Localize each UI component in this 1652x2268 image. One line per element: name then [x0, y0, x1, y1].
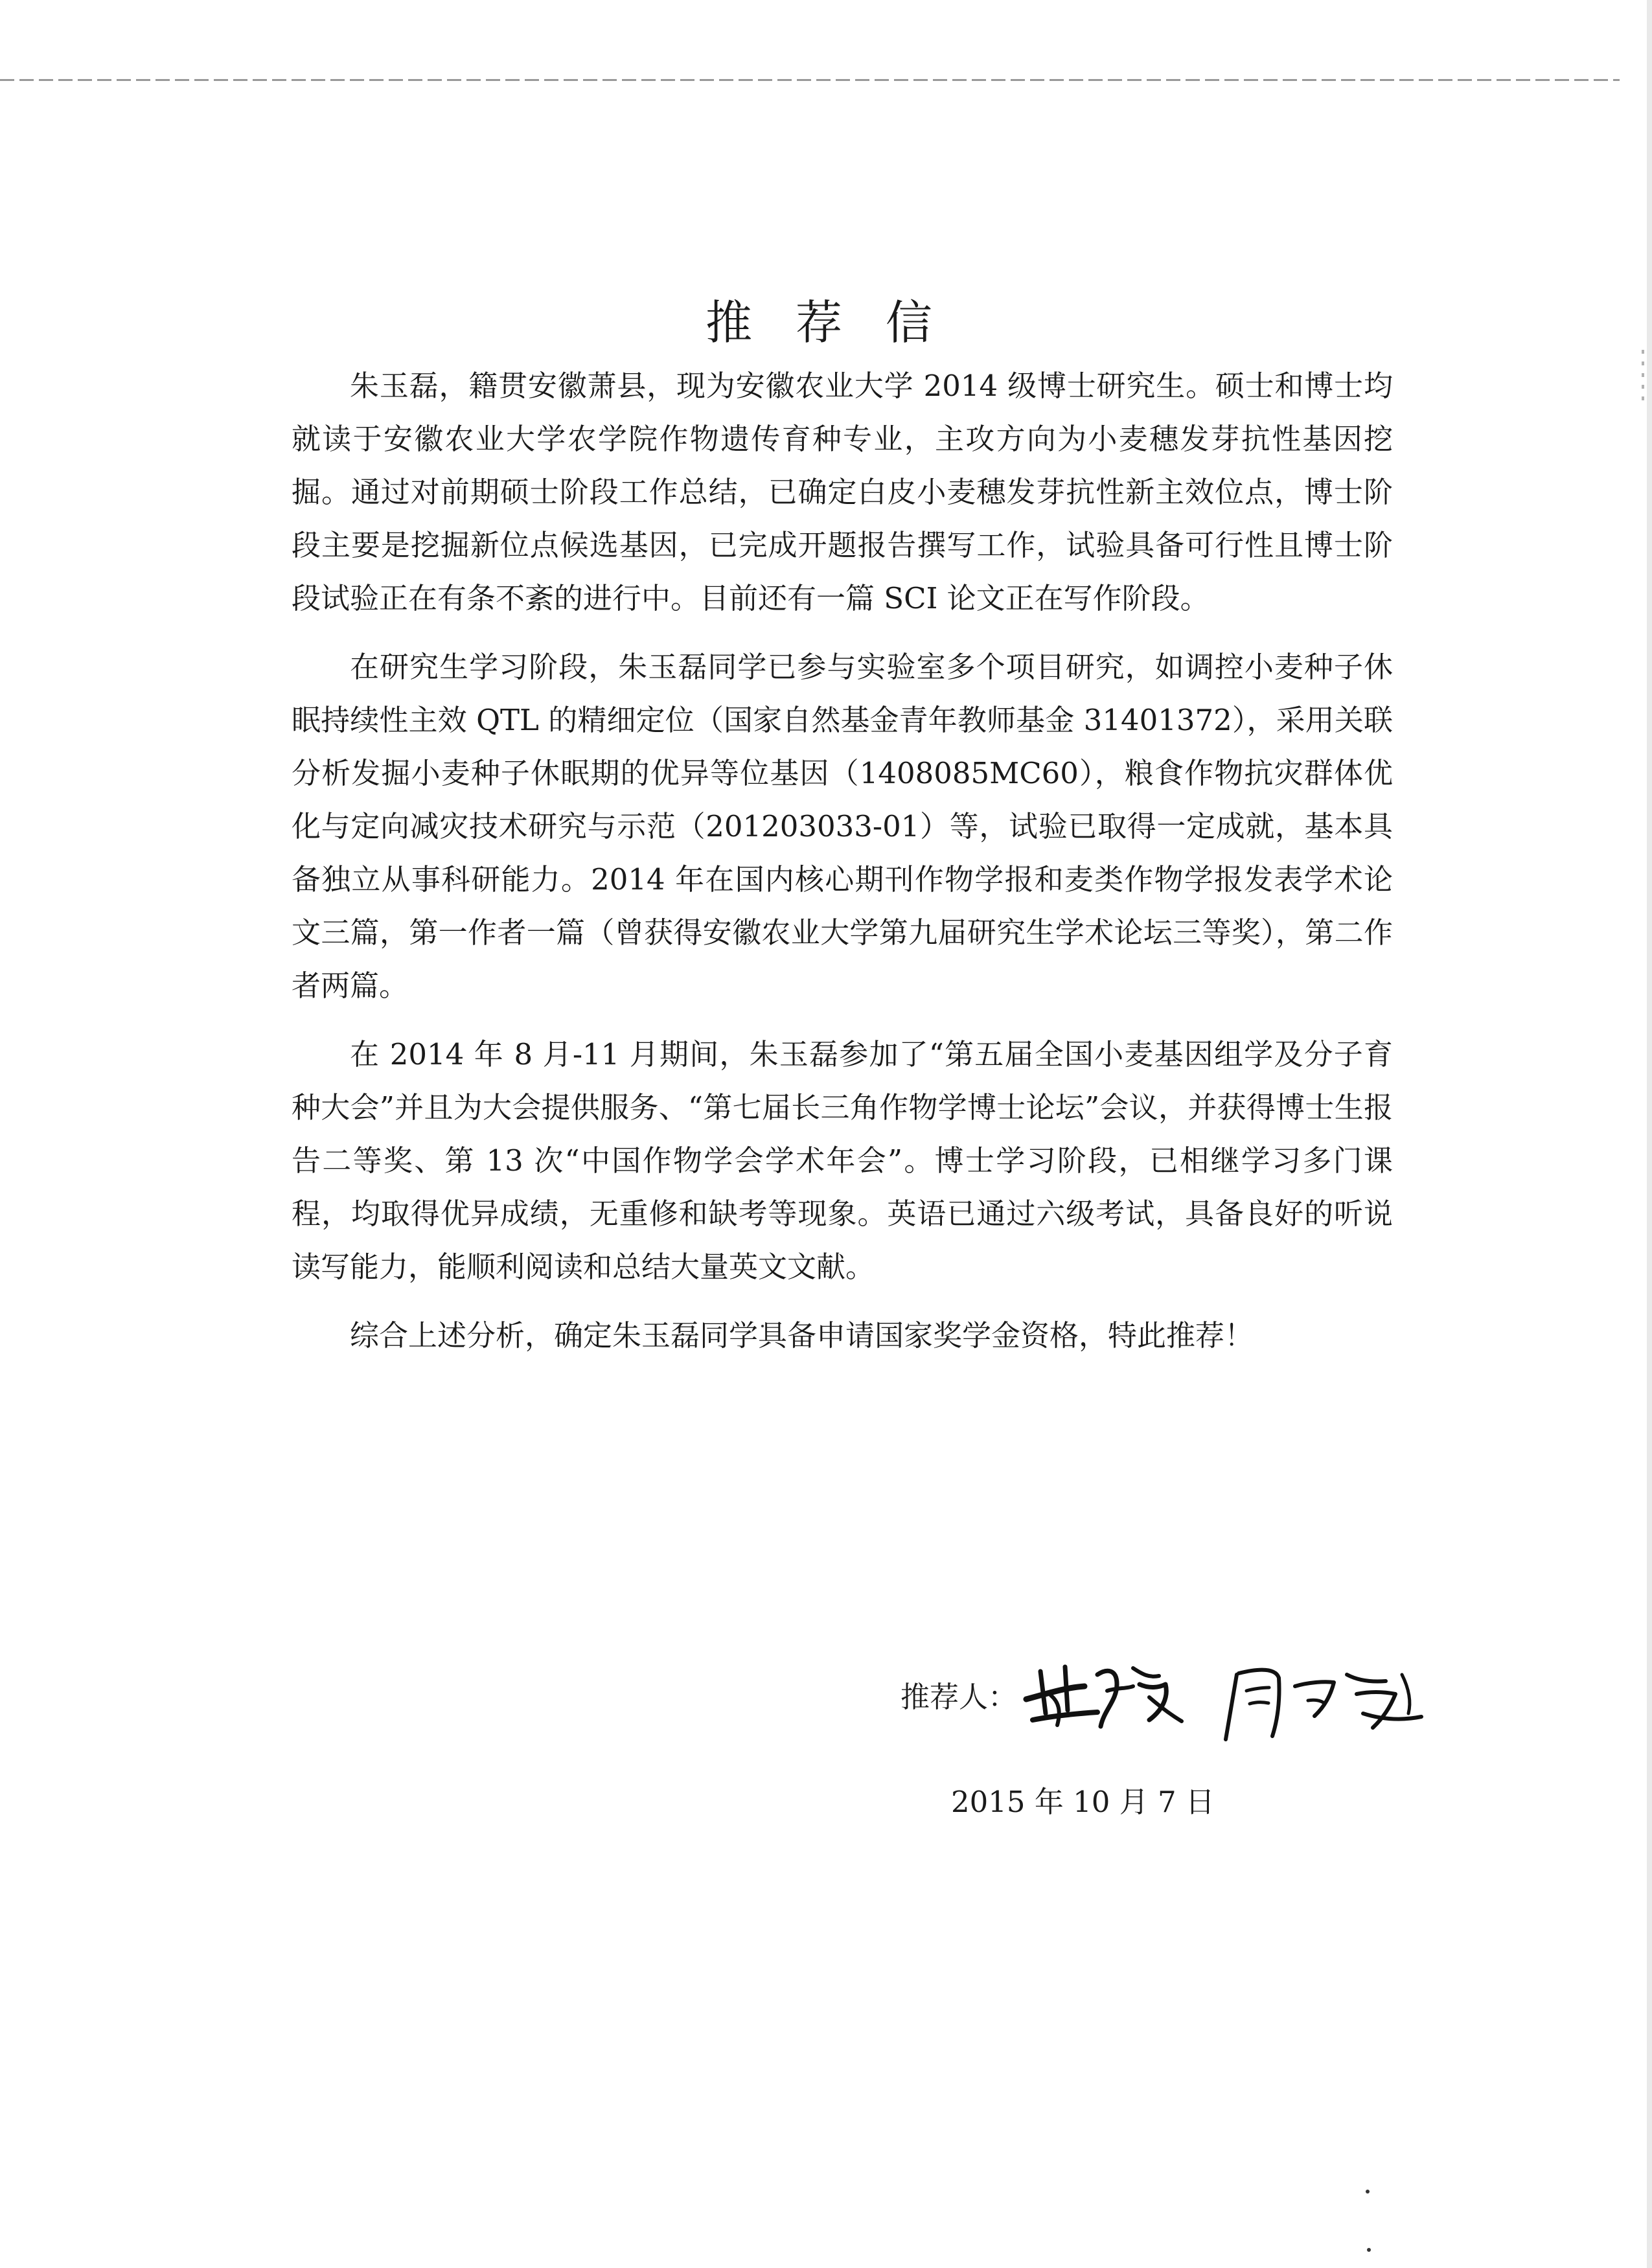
scan-border-line: [0, 79, 1620, 81]
paragraph-conclusion: 综合上述分析，确定朱玉磊同学具备申请国家奖学金资格，特此推荐！: [350, 1318, 1254, 1353]
paragraph-research: 在研究生学习阶段，朱玉磊同学已参与实验室多个项目研究，如调控小麦种子休眠持续性主效 QTL 的精细定位（国家自然基金青年教师基金 31401372），采用关联分析发掘小麦种子休眠期的优异等位基因（1408085MC60），粮食作物抗灾群体优化与定向减灾技术研究与示范（201203033-01）等，试验已取得一定成就，基本具备独立从事科研能力。2014 年在国内核心期刊作物学报和麦类作物学报发表学术论文三篇，第一作者一篇（曾获得安徽农业大学第九届研究生学术论坛三等奖），第二作者两篇。: [292, 650, 1393, 1003]
paragraph-conferences: 在 2014 年 8 月-11 月期间，朱玉磊参加了“第五届全国小麦基因组学及分子育种大会”并且为大会提供服务、“第七届长三角作物学博士论坛”会议，并获得博士生报告二等奖、第 13 次“中国作物学会学术年会”。博士学习阶段，已相继学习多门课程，均取得优异成绩，无重修和缺考等现象。英语已通过六级考试，具备良好的听说读写能力，能顺利阅读和总结大量英文文献。: [292, 1037, 1393, 1284]
signature-block: [901, 1649, 1447, 1746]
recommender-label: 推荐人：: [901, 1680, 1018, 1714]
paragraph-intro: 朱玉磊，籍贯安徽萧县，现为安徽农业大学 2014 级博士研究生。硕士和博士均就读于安徽农业大学农学院作物遗传育种专业，主攻方向为小麦穗发芽抗性基因挖掘。通过对前期硕士阶段工作总结，已确定白皮小麦穗发芽抗性新主效位点，博士阶段主要是挖掘新位点候选基因，已完成开题报告撰写工作，试验具备可行性且博士阶段试验正在有条不紊的进行中。目前还有一篇 SCI 论文正在写作阶段。: [292, 369, 1393, 615]
scan-speck: [1367, 2248, 1371, 2252]
scan-speck: [1366, 2190, 1370, 2194]
letter-title: 推 荐 信: [706, 295, 946, 350]
letter-body: [292, 360, 1393, 1378]
scan-marks: [1642, 350, 1644, 408]
handwritten-signature: [1020, 1649, 1447, 1746]
letter-date: 2015 年 10 月 7 日: [951, 1785, 1215, 1819]
